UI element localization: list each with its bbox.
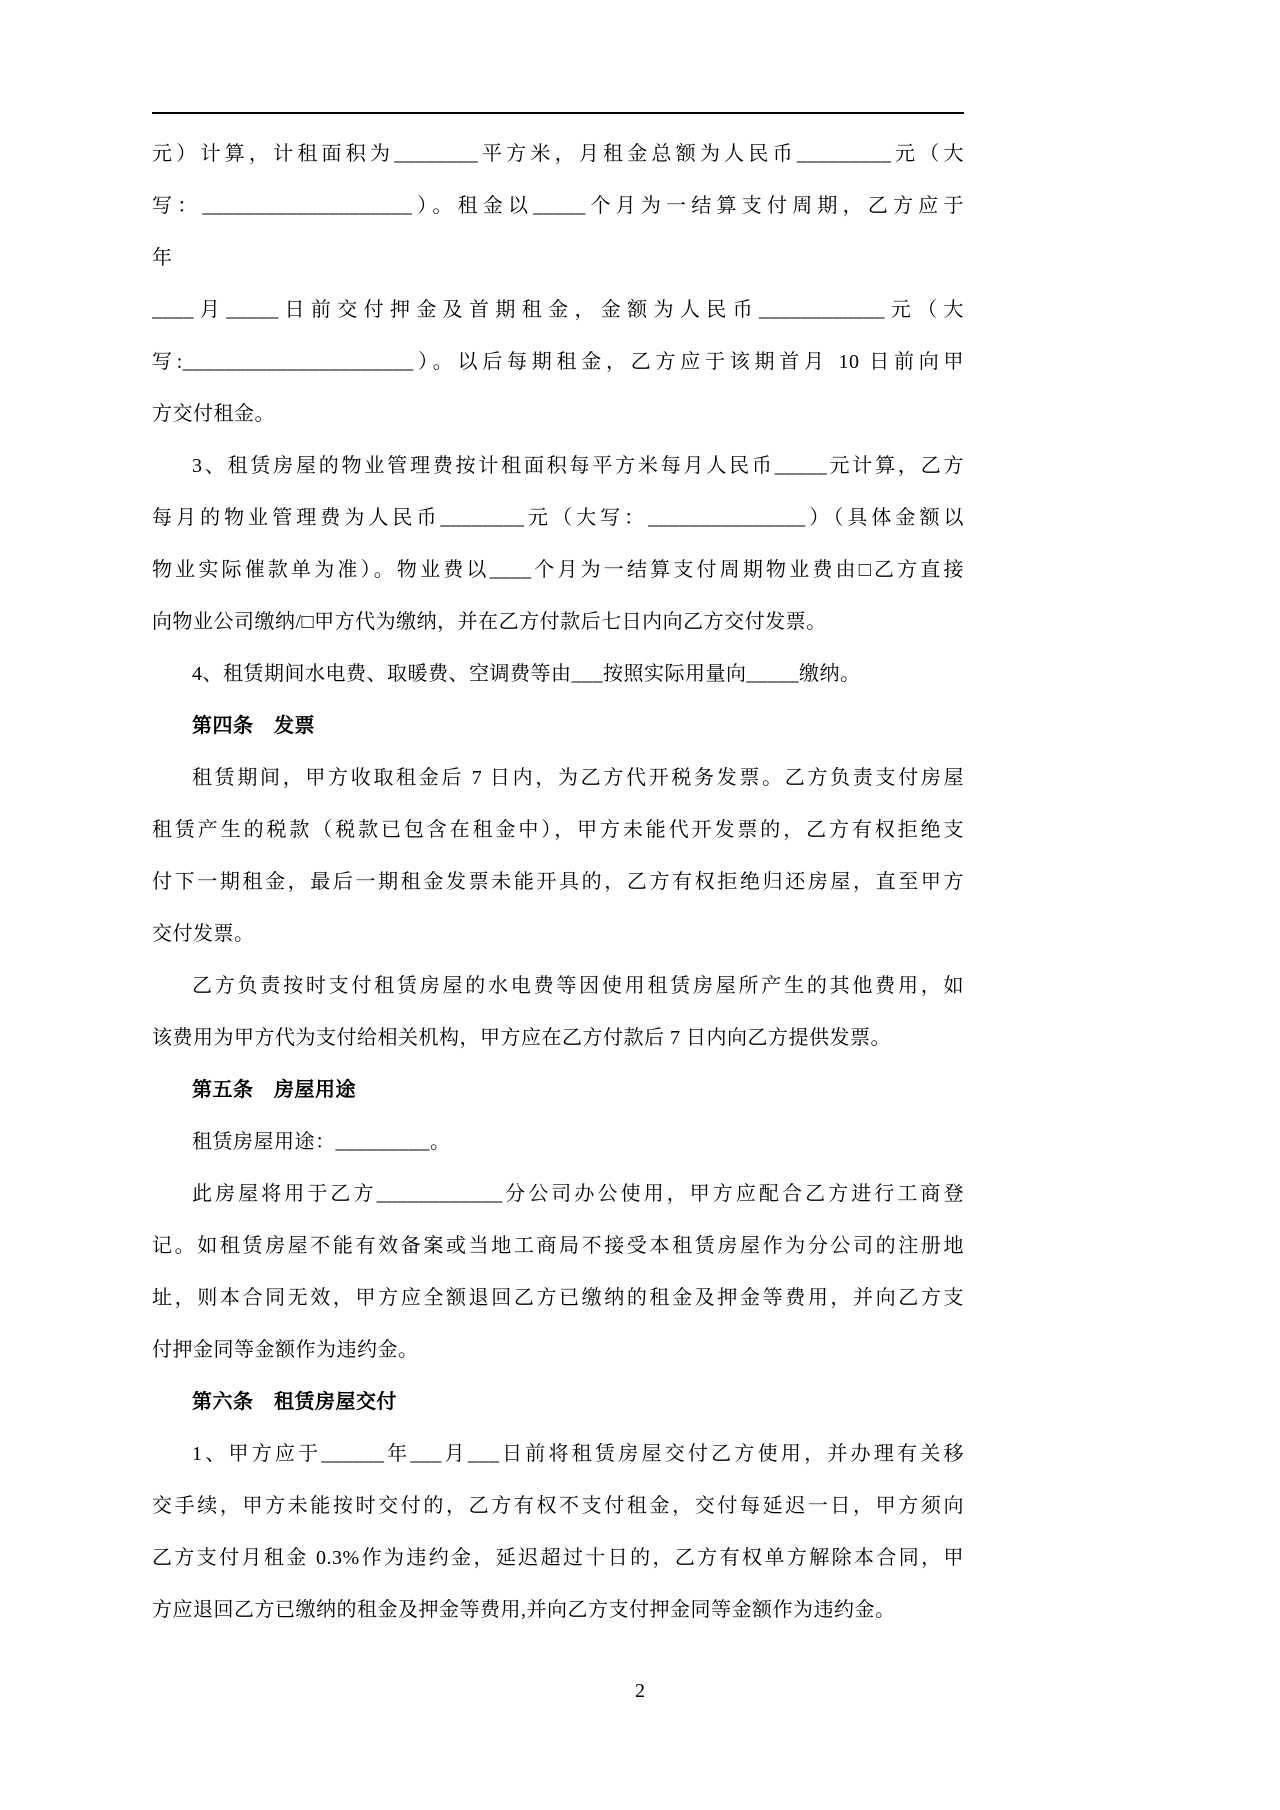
contract-text-line: 此房屋将用于乙方____________分公司办公使用，甲方应配合乙方进行工商登 <box>192 1183 964 1205</box>
contract-text-line: 租赁房屋用途：_________。 <box>192 1131 451 1153</box>
contract-text-line: 元）计算，计租面积为________平方米，月租金总额为人民币_________元（大 <box>152 143 964 165</box>
contract-text-line: 乙方负责按时支付租赁房屋的水电费等因使用租赁房屋所产生的其他费用，如 <box>192 975 964 997</box>
contract-text-line: 写:______________________）。以后每期租金，乙方应于该期首月 10 日前向甲 <box>152 351 964 373</box>
contract-text-line: 租赁期间，甲方收取租金后 7 日内，为乙方代开税务发票。乙方负责支付房屋 <box>192 767 964 789</box>
contract-text-line: 乙方支付月租金 0.3%作为违约金，延迟超过十日的，乙方有权单方解除本合同，甲 <box>152 1547 964 1569</box>
section-heading-article-6: 第六条 租赁房屋交付 <box>192 1391 397 1413</box>
contract-text-line: 租赁产生的税款（税款已包含在租金中），甲方未能代开发票的，乙方有权拒绝支 <box>152 819 964 841</box>
section-heading-article-5: 第五条 房屋用途 <box>192 1079 356 1101</box>
contract-body <box>152 128 964 1636</box>
contract-text-line: 方交付租金。 <box>152 403 275 425</box>
contract-text-line: 址，则本合同无效，甲方应全额退回乙方已缴纳的租金及押金等费用，并向乙方支 <box>152 1287 964 1309</box>
contract-text-line: 4、租赁期间水电费、取暖费、空调费等由___按照实际用量向_____缴纳。 <box>192 663 861 685</box>
contract-text-line: 3、租赁房屋的物业管理费按计租面积每平方米每月人民币_____元计算，乙方 <box>192 455 964 477</box>
contract-text-line: 交手续，甲方未能按时交付的，乙方有权不支付租金，交付每延迟一日，甲方须向 <box>152 1495 964 1517</box>
contract-text-line: 写：____________________）。租金以_____个月为一结算支付周期，乙方应于 <box>152 195 964 217</box>
contract-text-line: 记。如租赁房屋不能有效备案或当地工商局不接受本租赁房屋作为分公司的注册地 <box>152 1235 964 1257</box>
header-rule <box>152 112 964 114</box>
contract-text-line: 付押金同等金额作为违约金。 <box>152 1339 419 1361</box>
contract-text-line: 方应退回乙方已缴纳的租金及押金等费用,并向乙方支付押金同等金额作为违约金。 <box>152 1599 896 1621</box>
contract-text-line: 年 <box>152 247 173 269</box>
section-heading-article-4: 第四条 发票 <box>192 715 315 737</box>
contract-text-line: 该费用为甲方代为支付给相关机构，甲方应在乙方付款后 7 日内向乙方提供发票。 <box>152 1027 891 1049</box>
contract-text-line: 付下一期租金，最后一期租金发票未能开具的，乙方有权拒绝归还房屋，直至甲方 <box>152 871 964 893</box>
contract-text-line: 向物业公司缴纳/□甲方代为缴纳，并在乙方付款后七日内向乙方交付发票。 <box>152 611 827 633</box>
contract-text-line: ____月_____日前交付押金及首期租金，金额为人民币____________元（大 <box>152 299 964 321</box>
contract-text-line: 交付发票。 <box>152 923 255 945</box>
contract-text-line: 物业实际催款单为准）。物业费以____个月为一结算支付周期物业费由□乙方直接 <box>152 559 964 581</box>
contract-text-line: 1、甲方应于______年___月___日前将租赁房屋交付乙方使用，并办理有关移 <box>192 1443 964 1465</box>
page-number: 2 <box>635 1680 645 1702</box>
contract-text-line: 每月的物业管理费为人民币________元（大写：_______________）（具体金额以 <box>152 507 964 529</box>
